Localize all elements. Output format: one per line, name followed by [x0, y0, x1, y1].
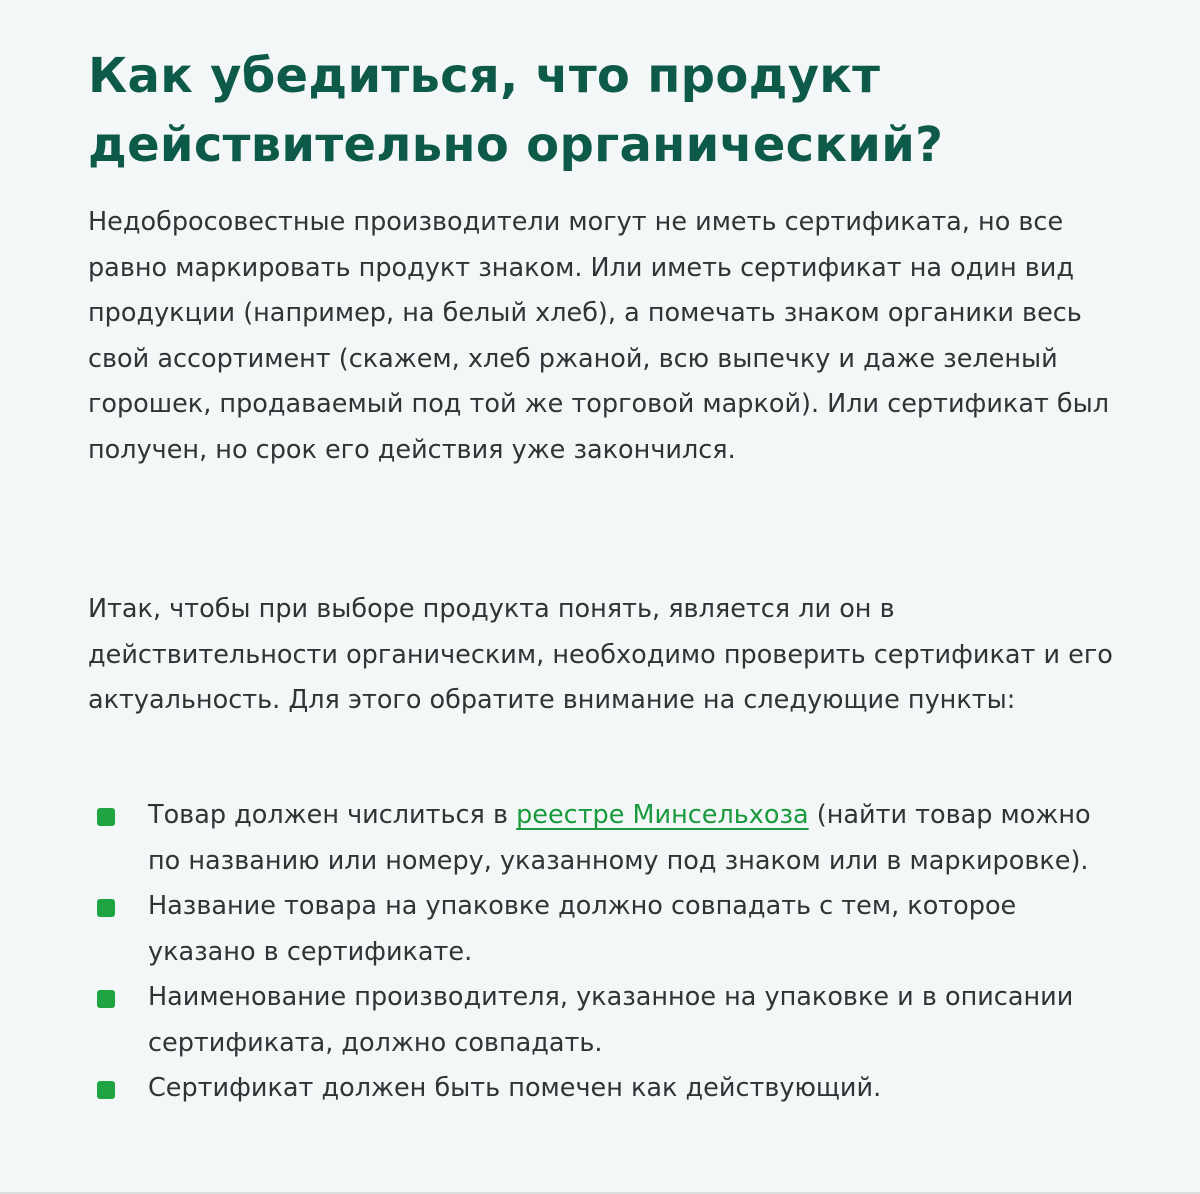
- green-square-bullet-icon: [97, 899, 115, 917]
- section-heading: Как убедиться, что продукт действительно органический?: [88, 48, 944, 173]
- checklist-item-registry: [88, 793, 1118, 884]
- checklist-item-text: Наименование производителя, указанное на упаковке и в описании сертификата, должно совпадать.: [148, 982, 1074, 1058]
- checklist-item-text: Сертификат должен быть помечен как действующий.: [148, 1073, 882, 1103]
- paragraph-how-to-check: Итак, чтобы при выборе продукта понять, является ли он в действительности органическим, необходимо проверить сертификат и его актуальность. Для этого обратите внимание на следующие пункты:: [88, 594, 1113, 715]
- ministry-registry-link[interactable]: реестре Минсельхоза: [516, 800, 809, 830]
- green-square-bullet-icon: [97, 808, 115, 826]
- checklist-item-manufacturer: [88, 975, 1118, 1066]
- green-square-bullet-icon: [97, 1081, 115, 1099]
- checklist-item-text: (найти товар можно по названию или номеру, указанному под знаком или в маркировке).: [148, 800, 1091, 876]
- checklist-item-text: Товар должен числиться в: [148, 800, 517, 830]
- paragraph-dishonest-producers: Недобросовестные производители могут не иметь сертификата, но все равно маркировать продукт знаком. Или иметь сертификат на один вид продукции (например, на белый хлеб), а помечать знаком органики весь свой ассортимент (скажем, хлеб ржаной, всю выпечку и даже зеленый горошек, продаваемый под той же торговой маркой). Или сертификат был получен, но срок его действия уже закончился.: [88, 207, 1110, 465]
- checklist-item-valid-certificate: [88, 1066, 1118, 1112]
- checklist: [88, 793, 1118, 1112]
- checklist-item-product-name: [88, 884, 1118, 975]
- green-square-bullet-icon: [97, 990, 115, 1008]
- checklist-item-text: Название товара на упаковке должно совпадать с тем, которое указано в сертификате.: [148, 891, 1017, 967]
